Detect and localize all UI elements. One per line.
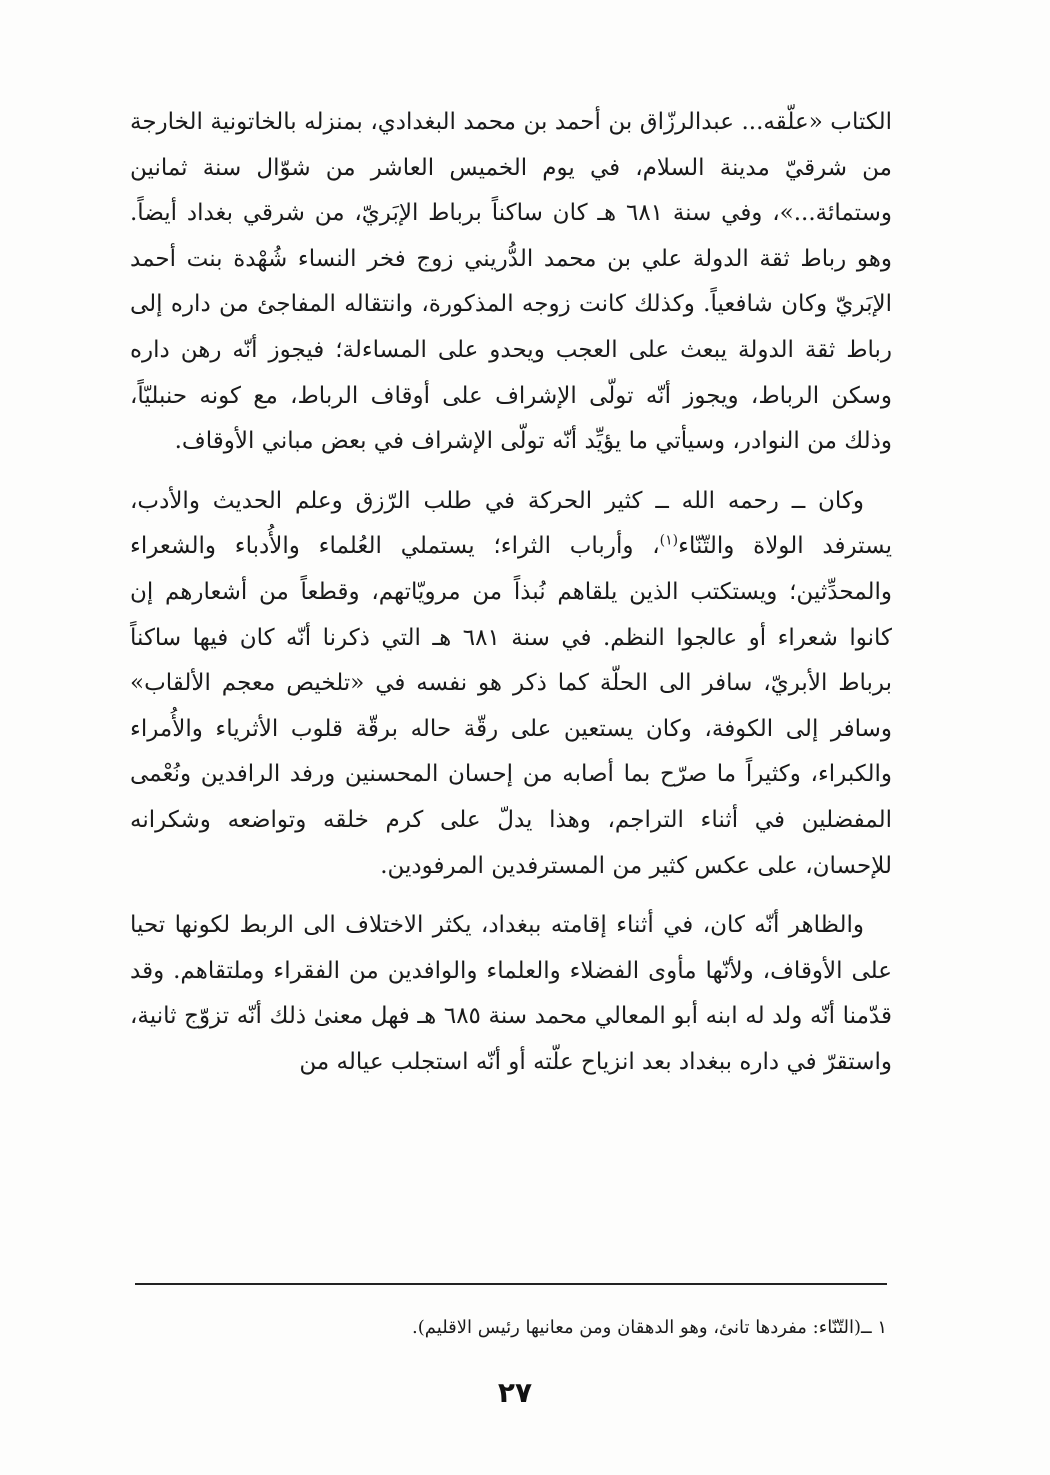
paragraph-2 xyxy=(130,479,892,889)
paragraph-2-tail: ، وأرباب الثراء؛ يستملي العُلماء والأُدباء والشعراء xyxy=(130,533,660,560)
paragraph-3: والظاهر أنّه كان، في أثناء إقامته ببغداد، يكثر الاختلاف الى الربط لكونها تحيا على الأوقاف، ولأنّها مأوى الفضلاء والعلماء والوافدين من الفقراء وملتقاهم. وقد قدّمنا أنّه ولد له ابنه أبو المعالي محمد سنة ٦٨٥ هـ فهل معنىٰ ذلك أنّه تزوّج ثانية، واستقرّ في داره ببغداد بعد انزياح علّته أو أنّه استجلب عياله من xyxy=(130,912,892,1075)
page-number: ٢٧ xyxy=(497,1376,533,1409)
footnote-1: ١ ــ(التّنّاء: مفردها تانئ، وهو الدهقان ومن معانيها رئيس الاقليم). xyxy=(412,1317,887,1338)
footnote-reference[interactable]: (١) xyxy=(659,532,679,549)
paragraph-2-lead: وكان ــ رحمه الله ــ كثير الحركة في طلب الرّزق وعلم الحديث والأدب، يسترفد الولاة والتّنّاء xyxy=(130,487,893,560)
footnote-divider xyxy=(135,1283,887,1285)
paragraph-1: الكتاب «علّقه... عبدالرزّاق بن أحمد بن محمد البغدادي، بمنزله بالخاتونية الخارجة من شرقيّ مدينة السلام، في يوم الخميس العاشر من شوّال سنة ثمانين وستمائة...»، وفي سنة ٦٨١ هـ كان ساكناً برباط الإبَريّ، من شرقي بغداد أيضاً. وهو رباط ثقة الدولة علي بن محمد الدُّريني زوج فخر النساء شُهْدة بنت أحمد الإبَريّ وكان شافعياً. وكذلك كانت زوجه المذكورة، وانتقاله المفاجئ من داره إلى رباط ثقة الدولة يبعث على العجب ويحدو على المساءلة؛ فيجوز أنّه رهن داره وسكن الرباط، ويجوز أنّه تولّى الإشراف على أوقاف الرباط، مع كونه حنبليّاً، وذلك من النوادر، وسيأتي ما يؤيِّد أنّه تولّى الإشراف في بعض مباني الأوقاف. xyxy=(130,109,892,455)
paragraph-2-rest: والمحدِّثين؛ ويستكتب الذين يلقاهم نُبذاً من مرويّاتهم، وقطعاً من أشعارهم إن كانوا شعراء أو عالجوا النظم. في سنة ٦٨١ هـ التي ذكرنا أنّه كان فيها ساكناً برباط الأبريّ، سافر الى الحلّة كما ذكر هو نفسه في «تلخيص معجم الألقاب» وسافر إلى الكوفة، وكان يستعين على رقّة حاله برقّة قلوب الأثرياء والأُمراء والكبراء، وكثيراً ما صرّح بما أصابه من إحسان المحسنين ورفد الرافدين ونُعْمى المفضلين في أثناء التراجم، وهذا يدلّ على كرم خلقه وتواضعه وشكرانه للإحسان، على عكس كثير من المسترفدين المرفودين. xyxy=(130,578,892,879)
main-text xyxy=(130,100,892,1085)
